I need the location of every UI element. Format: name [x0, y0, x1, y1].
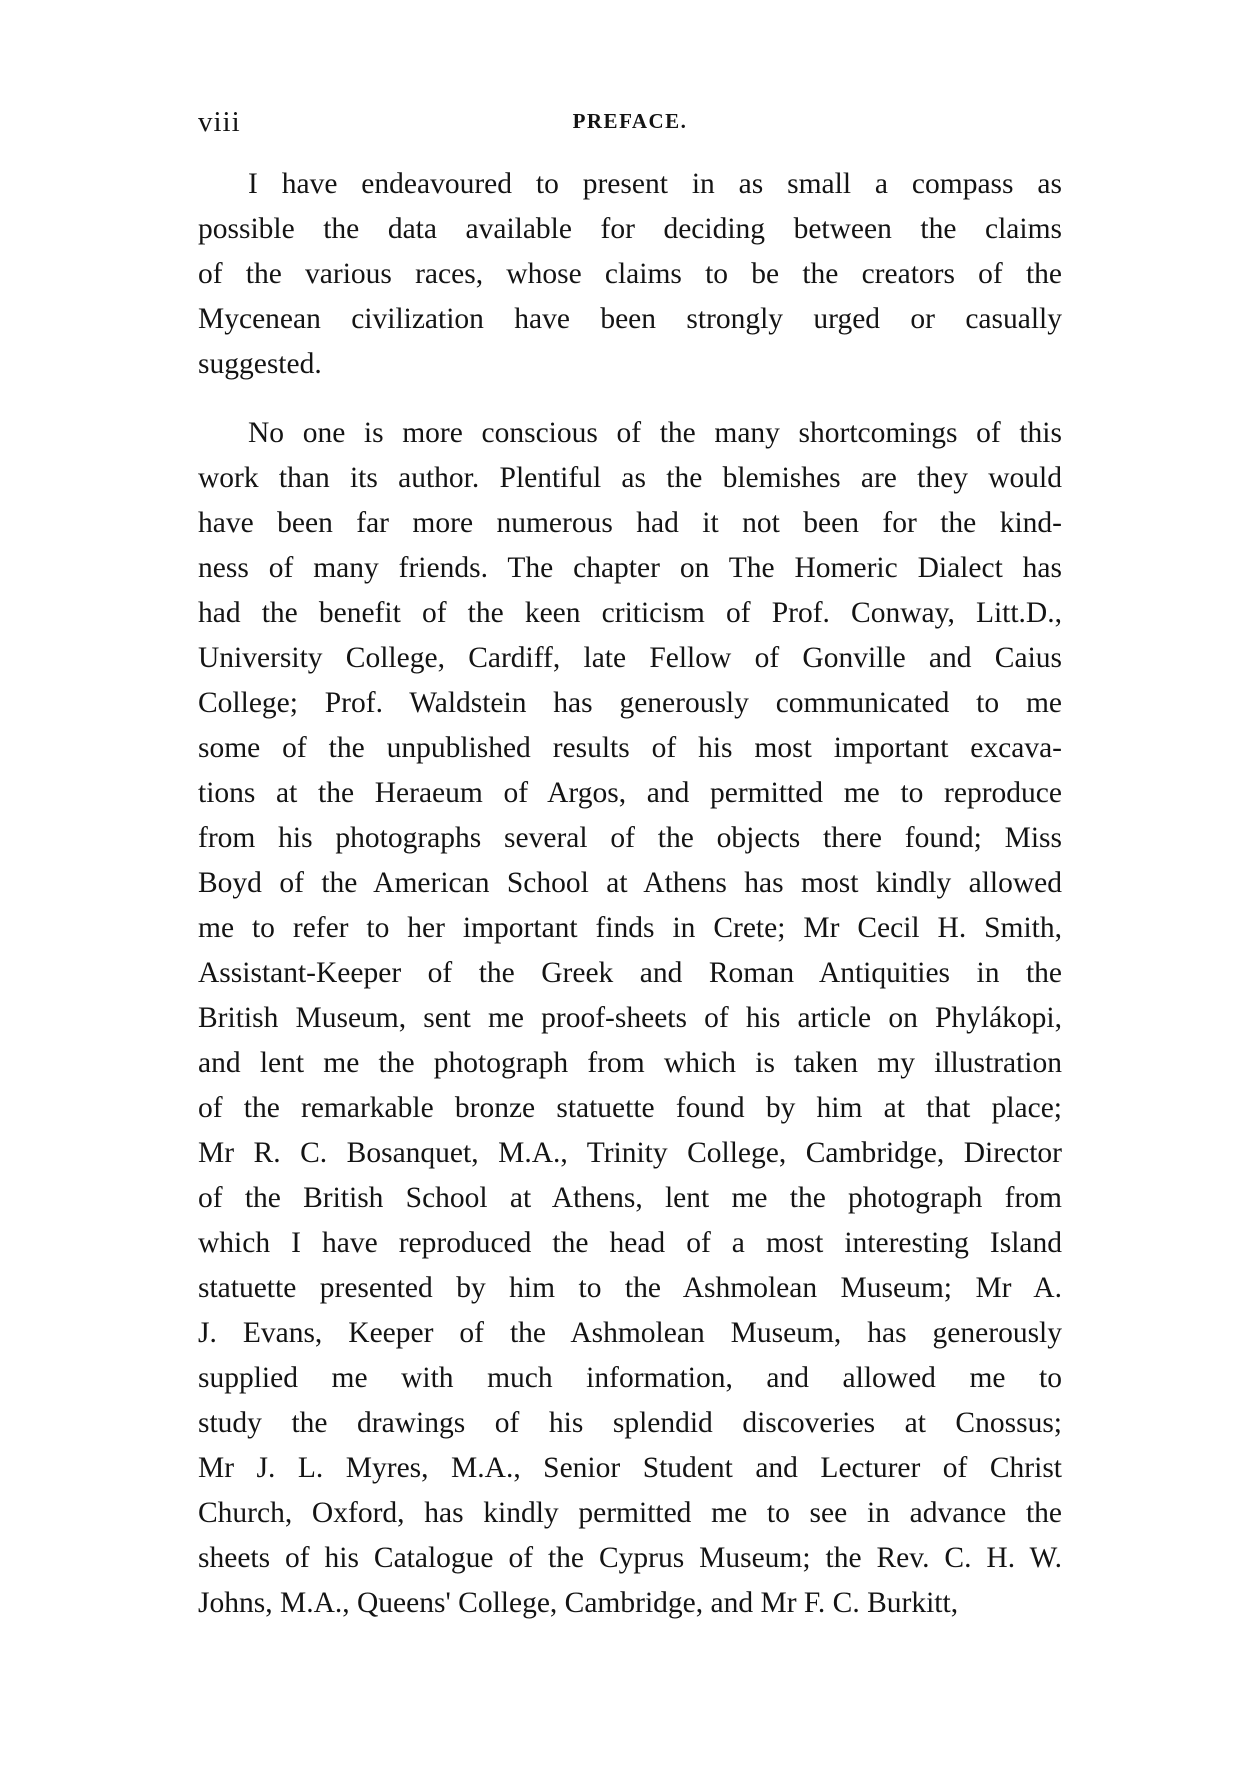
- running-head: [198, 106, 1062, 140]
- text-line: study the drawings of his splendid discoveries at Cnossus;: [198, 1407, 1062, 1439]
- paragraph-2: [198, 411, 1062, 1626]
- text-line: Church, Oxford, has kindly permitted me to see in advance the: [198, 1497, 1062, 1529]
- text-line: of the remarkable bronze statuette found by him at that place;: [198, 1092, 1062, 1124]
- text-line: and lent me the photograph from which is taken my illustration: [198, 1047, 1062, 1079]
- text-line: Johns, M.A., Queens' College, Cambridge, and Mr F. C. Burkitt,: [198, 1587, 959, 1619]
- text-line: tions at the Heraeum of Argos, and permitted me to reproduce: [198, 777, 1062, 809]
- text-line: sheets of his Catalogue of the Cyprus Museum; the Rev. C. H. W.: [198, 1542, 1062, 1574]
- text-line: have been far more numerous had it not been for the kind-: [198, 507, 1062, 539]
- text-line: which I have reproduced the head of a most interesting Island: [198, 1227, 1062, 1259]
- text-line: Mycenean civilization have been strongly urged or casually: [198, 303, 1062, 335]
- text-line: College; Prof. Waldstein has generously communicated to me: [198, 687, 1062, 719]
- text-line: of the British School at Athens, lent me the photograph from: [198, 1182, 1062, 1214]
- text-line: No one is more conscious of the many shortcomings of this: [248, 417, 1062, 449]
- text-line: I have endeavoured to present in as small a compass as: [248, 168, 1062, 200]
- text-line: from his photographs several of the objects there found; Miss: [198, 822, 1062, 854]
- text-line: supplied me with much information, and allowed me to: [198, 1362, 1062, 1394]
- text-line: work than its author. Plentiful as the blemishes are they would: [198, 462, 1062, 494]
- text-line: possible the data available for deciding between the claims: [198, 213, 1062, 245]
- text-line: Mr J. L. Myres, M.A., Senior Student and Lecturer of Christ: [198, 1452, 1062, 1484]
- text-line: some of the unpublished results of his most important excava-: [198, 732, 1062, 764]
- text-line: had the benefit of the keen criticism of Prof. Conway, Litt.D.,: [198, 597, 1062, 629]
- text-line: Assistant-Keeper of the Greek and Roman Antiquities in the: [198, 957, 1062, 989]
- text-line: ness of many friends. The chapter on The Homeric Dialect has: [198, 552, 1062, 584]
- text-line: J. Evans, Keeper of the Ashmolean Museum, has generously: [198, 1317, 1062, 1349]
- text-line: University College, Cardiff, late Fellow of Gonville and Caius: [198, 642, 1062, 674]
- paragraph-1: [198, 162, 1062, 387]
- page-number: viii: [198, 106, 241, 138]
- text-line: Mr R. C. Bosanquet, M.A., Trinity College, Cambridge, Director: [198, 1137, 1062, 1169]
- text-line: Boyd of the American School at Athens has most kindly allowed: [198, 867, 1062, 899]
- text-line: suggested.: [198, 348, 322, 380]
- text-line: me to refer to her important finds in Crete; Mr Cecil H. Smith,: [198, 912, 1062, 944]
- running-title: PREFACE.: [572, 109, 688, 133]
- text-line: British Museum, sent me proof-sheets of his article on Phylákopi,: [198, 1002, 1062, 1034]
- text-line: of the various races, whose claims to be the creators of the: [198, 258, 1062, 290]
- text-line: statuette presented by him to the Ashmolean Museum; Mr A.: [198, 1272, 1062, 1304]
